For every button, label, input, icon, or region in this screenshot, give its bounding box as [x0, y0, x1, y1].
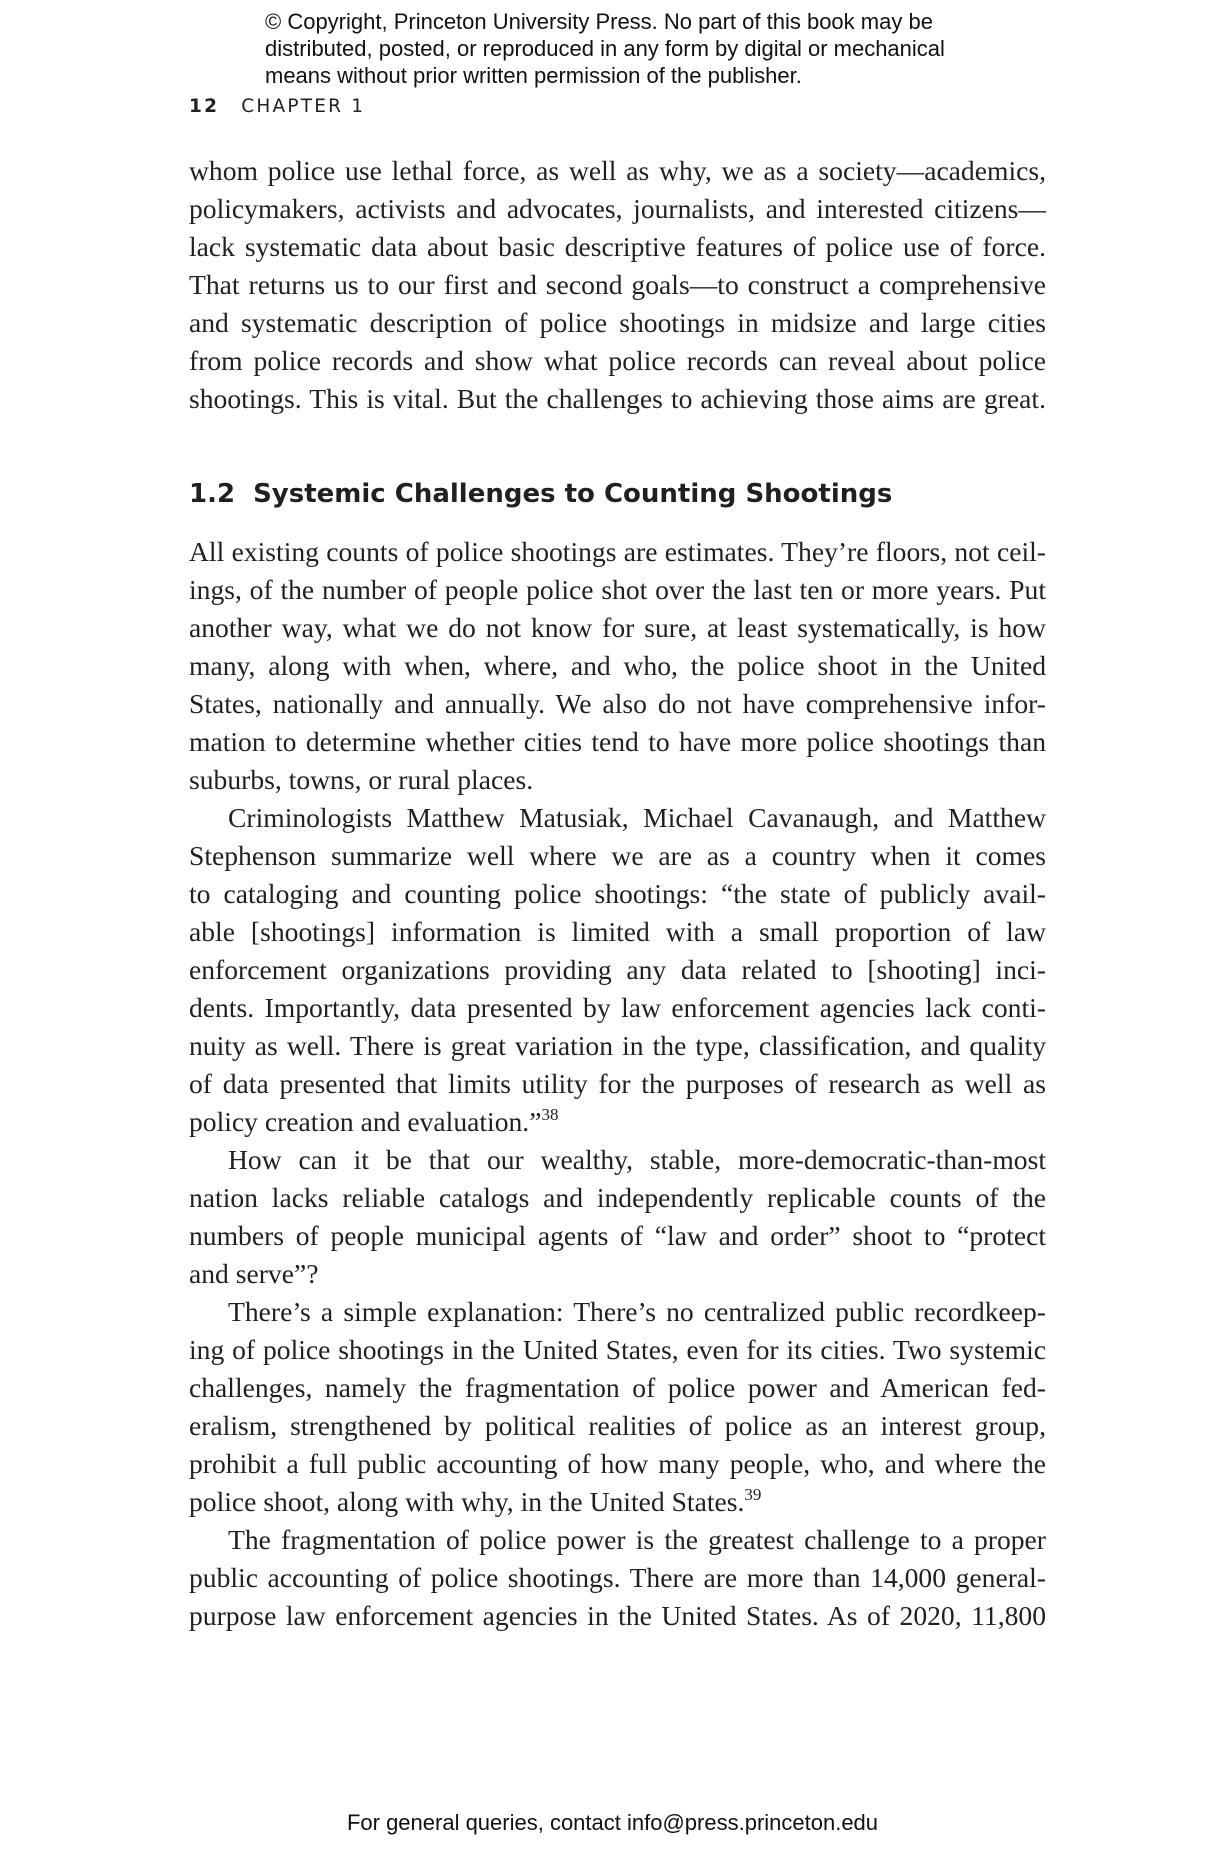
body-line: able [shootings] information is limited with a small proportion of law	[189, 916, 1046, 947]
body-line: and serve”?	[189, 1258, 319, 1289]
body-line: Criminologists Matthew Matusiak, Michael Cavanaugh, and Matthew	[228, 802, 1046, 833]
body-line	[189, 1103, 1046, 1141]
body-line: to cataloging and counting police shootings: “the state of publicly avail-	[189, 878, 1046, 909]
body-line: numbers of people municipal agents of “law and order” shoot to “protect	[189, 1220, 1046, 1251]
body-line: public accounting of police shootings. There are more than 14,000 general-	[189, 1562, 1046, 1593]
body-line: of data presented that limits utility for the purposes of research as well as	[189, 1068, 1046, 1099]
body-line: eralism, strengthened by political realities of police as an interest group,	[189, 1410, 1046, 1441]
body-line: There’s a simple explanation: There’s no centralized public recordkeep-	[228, 1296, 1046, 1327]
body-line: another way, what we do not know for sure, at least systematically, is how	[189, 612, 1046, 643]
body-text: police shoot, along with why, in the United States.	[189, 1486, 745, 1517]
copyright-line: distributed, posted, or reproduced in any form by digital or mechanical	[265, 36, 945, 61]
body-line: many, along with when, where, and who, the police shoot in the United	[189, 650, 1046, 681]
body-line: ing of police shootings in the United States, even for its cities. Two systemic	[189, 1334, 1046, 1365]
body-line	[189, 1483, 1046, 1521]
body-line: lack systematic data about basic descriptive features of police use of force.	[189, 231, 1046, 262]
running-head	[189, 96, 365, 117]
copyright-line: © Copyright, Princeton University Press. No part of this book may be	[265, 9, 933, 34]
body-line: How can it be that our wealthy, stable, more-democratic-than-most	[228, 1144, 1046, 1175]
body-line: from police records and show what police records can reveal about police	[189, 345, 1046, 376]
copyright-notice	[265, 8, 1005, 89]
body-line: whom police use lethal force, as well as why, we as a society—academics,	[189, 155, 1046, 186]
body-line: and systematic description of police shootings in midsize and large cities	[189, 307, 1046, 338]
body-line: shootings. This is vital. But the challenges to achieving those aims are great.	[189, 383, 1046, 414]
body-line: mation to determine whether cities tend to have more police shootings than	[189, 726, 1046, 757]
footnote-ref[interactable]: 38	[541, 1105, 559, 1124]
page-number: 12	[189, 96, 220, 117]
section-number: 1.2	[189, 479, 236, 509]
body-line: ings, of the number of people police shot over the last ten or more years. Put	[189, 574, 1046, 605]
body-line: prohibit a full public accounting of how many people, who, and where the	[189, 1448, 1046, 1479]
body-line: nation lacks reliable catalogs and independently replicable counts of the	[189, 1182, 1046, 1213]
copyright-line: means without prior written permission of the publisher.	[265, 63, 802, 88]
body-line: policymakers, activists and advocates, journalists, and interested citizens—	[189, 193, 1046, 224]
body-line: nuity as well. There is great variation in the type, classification, and quality	[189, 1030, 1046, 1061]
body-line: purpose law enforcement agencies in the United States. As of 2020, 11,800	[189, 1600, 1046, 1631]
section-title: Systemic Challenges to Counting Shootings	[253, 479, 893, 509]
body-line: dents. Importantly, data presented by law enforcement agencies lack conti-	[189, 992, 1046, 1023]
body-line: The fragmentation of police power is the greatest challenge to a proper	[228, 1524, 1046, 1555]
body-text: policy creation and evaluation.”	[189, 1106, 542, 1137]
footnote-ref[interactable]: 39	[744, 1485, 762, 1504]
chapter-label: CHAPTER 1	[241, 96, 366, 117]
body-line: States, nationally and annually. We also do not have comprehensive infor-	[189, 688, 1046, 719]
body-line: Stephenson summarize well where we are as a country when it comes	[189, 840, 1046, 871]
body-line: challenges, namely the fragmentation of police power and American fed-	[189, 1372, 1046, 1403]
body-line: enforcement organizations providing any data related to [shooting] inci-	[189, 954, 1046, 985]
body-line: All existing counts of police shootings are estimates. They’re floors, not ceil-	[189, 536, 1046, 567]
section-heading	[189, 479, 892, 509]
body-line: That returns us to our first and second goals—to construct a comprehensive	[189, 269, 1046, 300]
footer-contact: For general queries, contact info@press.princeton.edu	[346, 1810, 879, 1835]
body-line: suburbs, towns, or rural places.	[189, 764, 534, 795]
